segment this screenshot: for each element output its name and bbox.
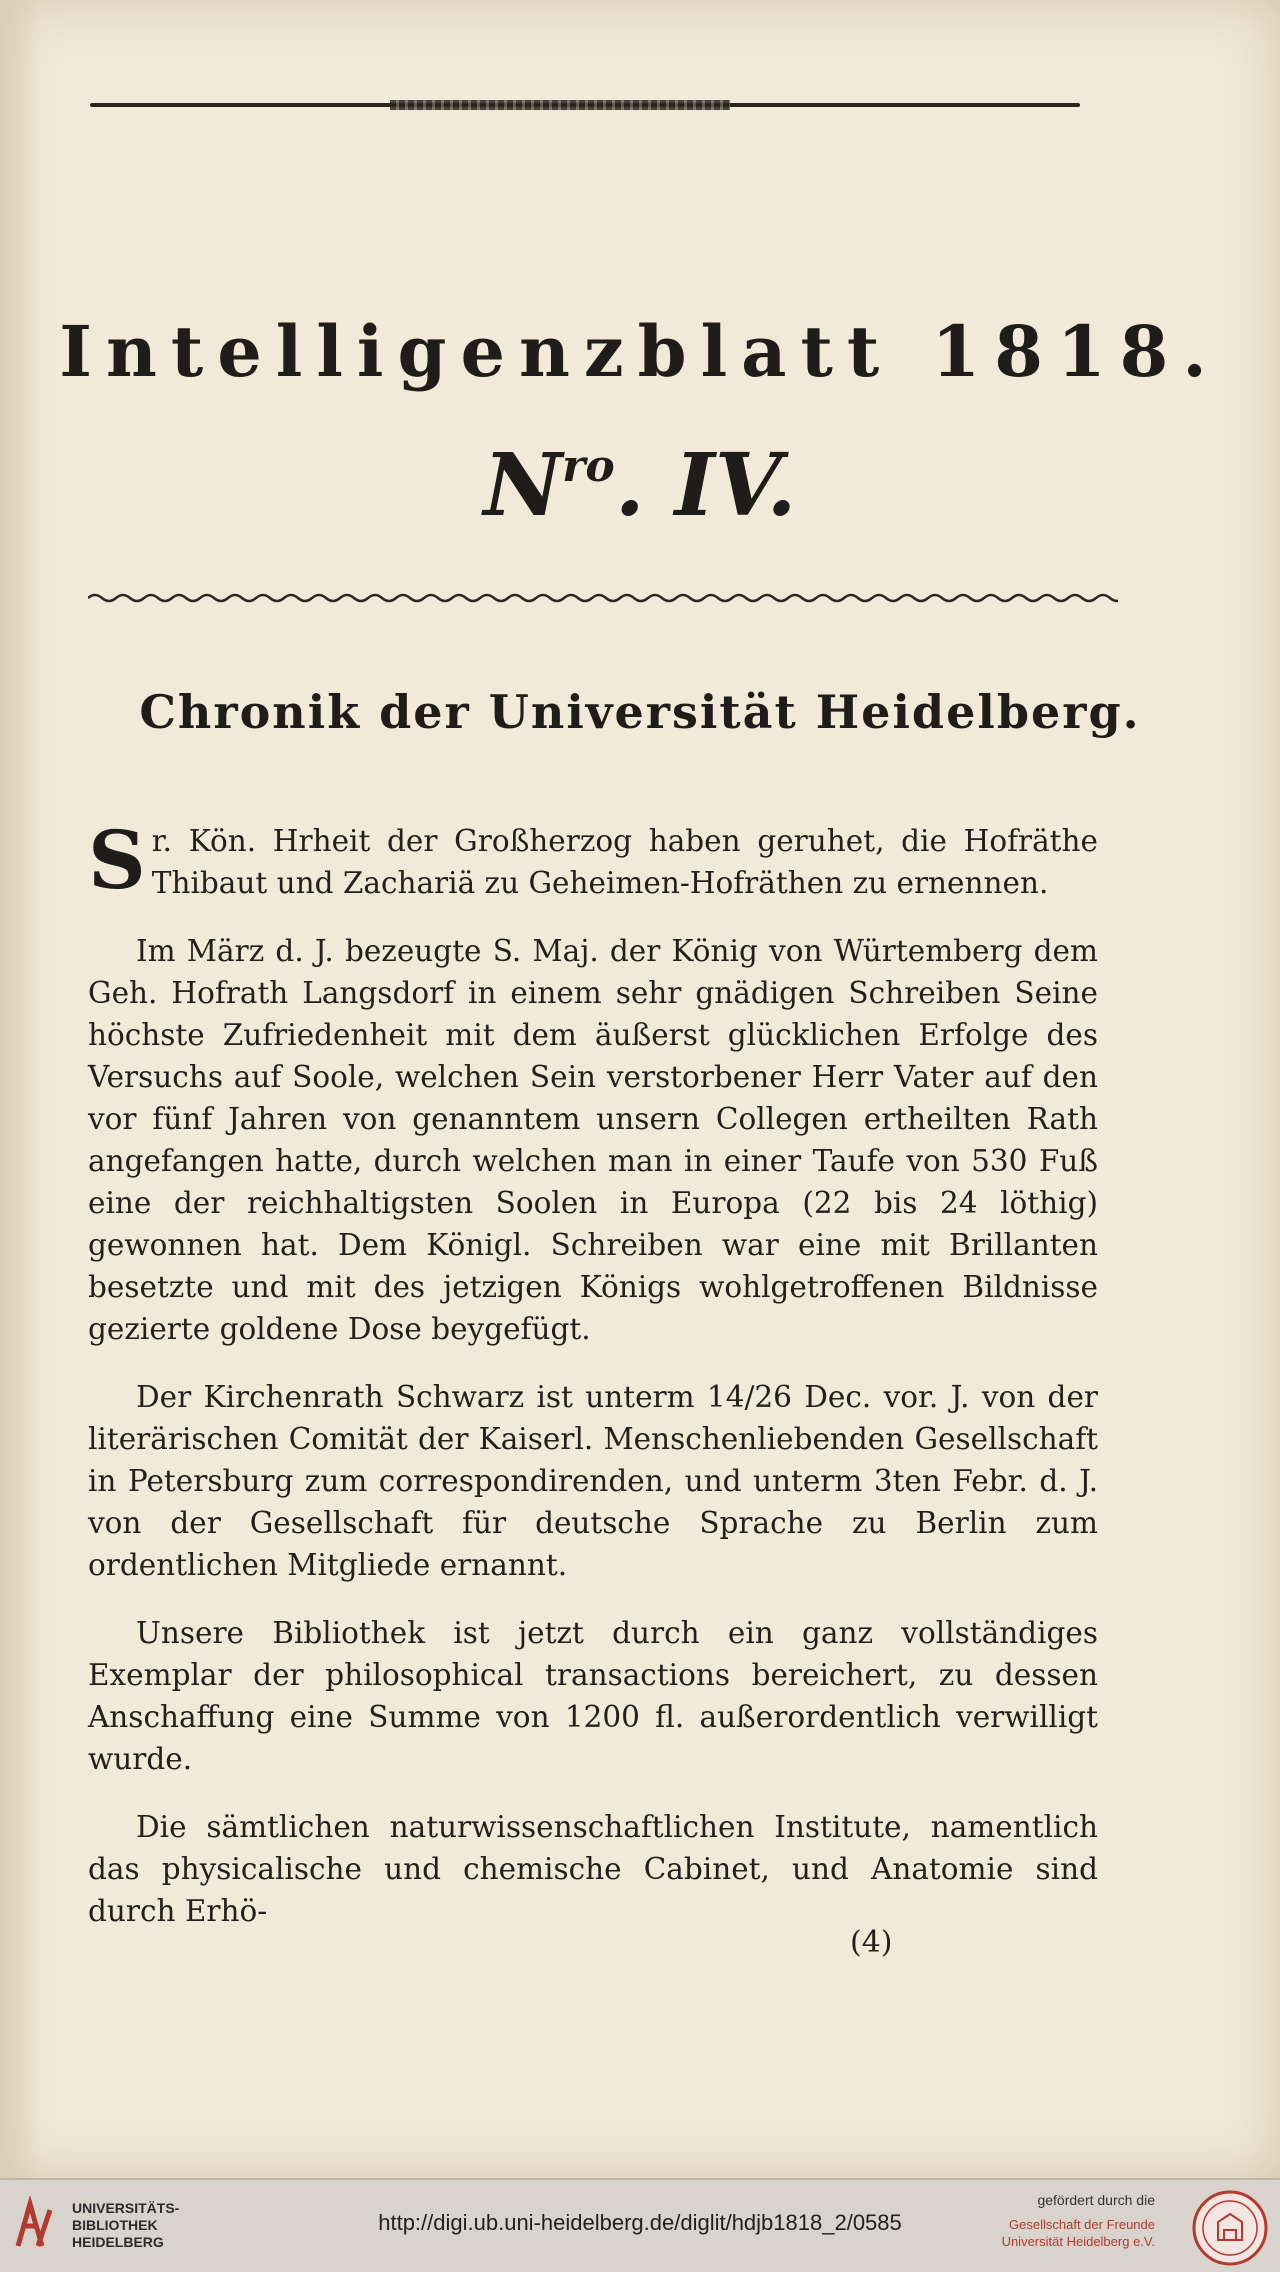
paragraph-2: Im März d. J. bezeugte S. Maj. der König von Würtemberg dem Geh. Hofrath Langsdorf in einem sehr gnädigen Schreiben Seine höchste Zufriedenheit mit dem äußerst glücklichen Erfolge des Versuchs auf Soole, welchen Sein verstorbener Herr Vater auf den vor fünf Jahren von genanntem unsern Collegen ertheilten Rath angefangen hatte, durch welchen man in einer Taufe von 530 Fuß eine der reichhaltigsten Soolen in Europa (22 bis 24 löthig) gewonnen hat. Dem Königl. Schreiben war eine mit Brillanten besetzte und mit des jetzigen Königs wohlgetroffenen Bildnisse gezierte goldene Dose beygefügt. xyxy=(88,934,1098,1346)
page-number: (4) xyxy=(850,1925,893,1960)
issue-number-prefix: N xyxy=(483,435,563,536)
library-name-line2: BIBLIOTHEK xyxy=(72,2217,158,2233)
sponsor-name-line2: Universität Heidelberg e.V. xyxy=(1001,2234,1155,2249)
paragraph-5: Die sämtlichen naturwissenschaftlichen Institute, namentlich das physicalische und chemische Cabinet, und Anatomie sind durch Erhö- xyxy=(88,1810,1098,1928)
issue-number xyxy=(0,435,1280,536)
viewer-footer xyxy=(0,2178,1280,2272)
sponsor-block xyxy=(1002,2192,1155,2250)
paragraph-3: Der Kirchenrath Schwarz ist unterm 14/26 Dec. vor. J. von der literärischen Comität der Kaiserl. Menschenliebenden Gesellschaft in Petersburg zum correspondirenden, und unterm 3ten Febr. d. J. von der Gesellschaft für deutsche Sprache zu Berlin zum ordentlichen Mitgliede ernannt. xyxy=(88,1380,1098,1582)
section-heading: Chronik der Universität Heidelberg. xyxy=(139,685,1141,739)
sponsor-seal-icon xyxy=(1190,2188,1270,2268)
paragraph-1 xyxy=(88,813,1098,907)
sponsor-name-line1: Gesellschaft der Freunde xyxy=(1009,2217,1155,2232)
issue-number-sup: ro xyxy=(562,441,615,492)
drop-cap: S xyxy=(88,813,146,907)
article-body xyxy=(88,813,1098,1958)
paragraph-4: Unsere Bibliothek ist jetzt durch ein ganz vollständiges Exemplar der philosophical transactions bereichert, zu dessen Anschaffung eine Summe von 1200 fl. außerordentlich verwilligt wurde. xyxy=(88,1616,1098,1776)
page-title: Intelligenzblatt 1818. xyxy=(59,310,1221,393)
paragraph-1-text: r. Kön. Hrheit der Großherzog haben geruhet, die Hofräthe Thibaut und Zachariä zu Geheimen-Hofräthen zu ernennen. xyxy=(151,824,1098,900)
sponsor-by-label: gefördert durch die xyxy=(1037,2192,1155,2208)
library-name-line3: HEIDELBERG xyxy=(72,2234,164,2250)
permalink-url[interactable]: http://digi.ub.uni-heidelberg.de/diglit/hdjb1818_2/0585 xyxy=(378,2210,902,2235)
library-name-line1: UNIVERSITÄTS- xyxy=(72,2200,180,2216)
wavy-rule xyxy=(88,590,1118,606)
issue-number-suffix: . IV. xyxy=(614,435,797,536)
top-rule xyxy=(90,103,1080,107)
